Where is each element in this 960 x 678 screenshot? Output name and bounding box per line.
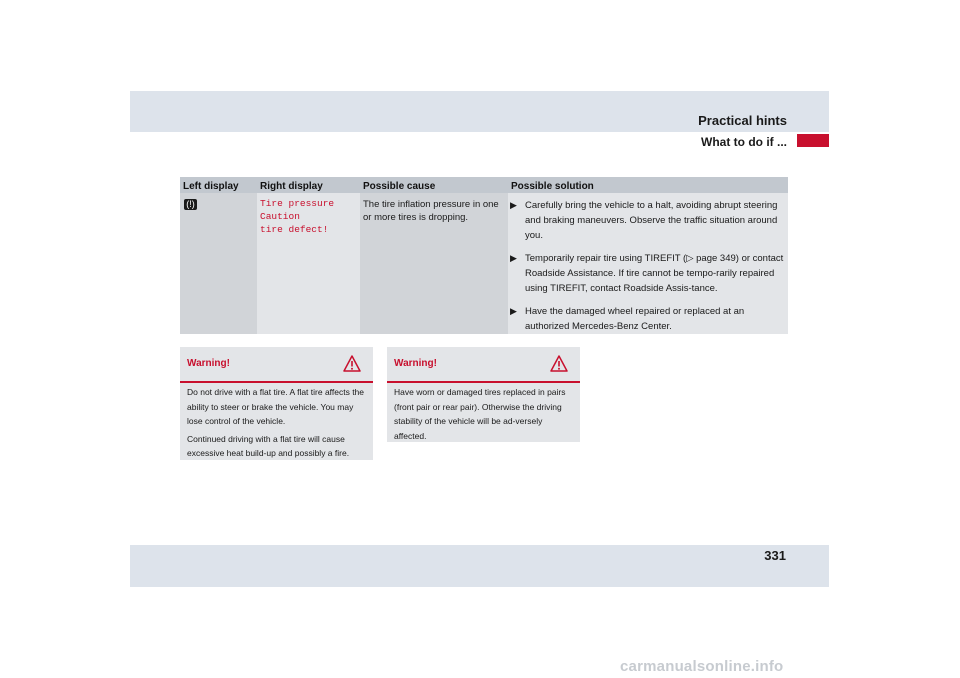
right-display-line: tire defect!: [260, 224, 329, 235]
solution-text: Carefully bring the vehicle to a halt, avoiding abrupt steering and braking maneuvers. Observe the traffic situation around you.: [525, 200, 778, 241]
solution-text: Temporarily repair tire using TIREFIT (▷ page 349) or contact Roadside Assistance. If tire cannot be tempo-rarily repaired using TIREFIT, contact Roadside Assis-tance.: [525, 253, 784, 294]
header-cell: [180, 177, 257, 193]
page-number: 331: [764, 548, 786, 563]
header-cell: [508, 177, 788, 193]
warning-title: Warning!: [394, 358, 437, 369]
header-left-display: Left display: [183, 181, 239, 192]
bullet-arrow-icon: ▶: [510, 200, 517, 210]
warning-paragraph: Continued driving with a flat tire will cause excessive heat build-up and possibly a fire.: [187, 433, 350, 458]
right-display-line: Tire pressure: [260, 198, 335, 209]
header-possible-solution: Possible solution: [511, 181, 594, 192]
right-display-message: [260, 197, 334, 236]
solution-list: [510, 198, 784, 342]
header-possible-cause: Possible cause: [363, 181, 436, 192]
bullet-arrow-icon: ▶: [510, 306, 517, 316]
bullet-arrow-icon: ▶: [510, 253, 517, 263]
solution-text: Have the damaged wheel repaired or replaced at an authorized Mercedes-Benz Center.: [525, 306, 745, 332]
tire-pressure-warning-icon: (!): [184, 199, 197, 210]
warning-box-worn-tires: [387, 347, 580, 442]
warning-triangle-icon: [343, 355, 361, 373]
warning-divider: [387, 381, 580, 383]
watermark-text: carmanualsonline.info: [620, 658, 784, 675]
warning-paragraph: Do not drive with a flat tire. A flat tire affects the ability to steer or brake the vehicle. You may lose control of the vehicle.: [187, 387, 365, 426]
column-left-display: [180, 177, 257, 334]
solution-item: [510, 304, 784, 334]
section-title: Practical hints: [698, 113, 787, 128]
header-right-display: Right display: [260, 181, 323, 192]
section-marker: [797, 134, 829, 147]
solution-item: [510, 251, 784, 296]
header-cell: [360, 177, 508, 193]
header-cell: [257, 177, 360, 193]
column-possible-solution: [508, 177, 788, 334]
warning-box-flat-tire: [180, 347, 373, 460]
warning-title: Warning!: [187, 358, 230, 369]
column-possible-cause: [360, 177, 508, 334]
column-right-display: [257, 177, 360, 334]
warning-triangle-icon: [550, 355, 568, 373]
subsection-title: What to do if ...: [701, 135, 787, 149]
warning-divider: [180, 381, 373, 383]
display-messages-table: [180, 177, 788, 334]
footer-band: [130, 545, 829, 587]
warning-body: [394, 385, 576, 446]
solution-item: [510, 198, 784, 243]
warning-paragraph: Have worn or damaged tires replaced in pairs (front pair or rear pair). Otherwise the driving stability of the vehicle will be ad-versely affected.: [394, 387, 566, 441]
possible-cause-text: The tire inflation pressure in one or more tires is dropping.: [363, 199, 499, 223]
warning-body: [187, 385, 369, 464]
right-display-line: Caution: [260, 211, 300, 222]
